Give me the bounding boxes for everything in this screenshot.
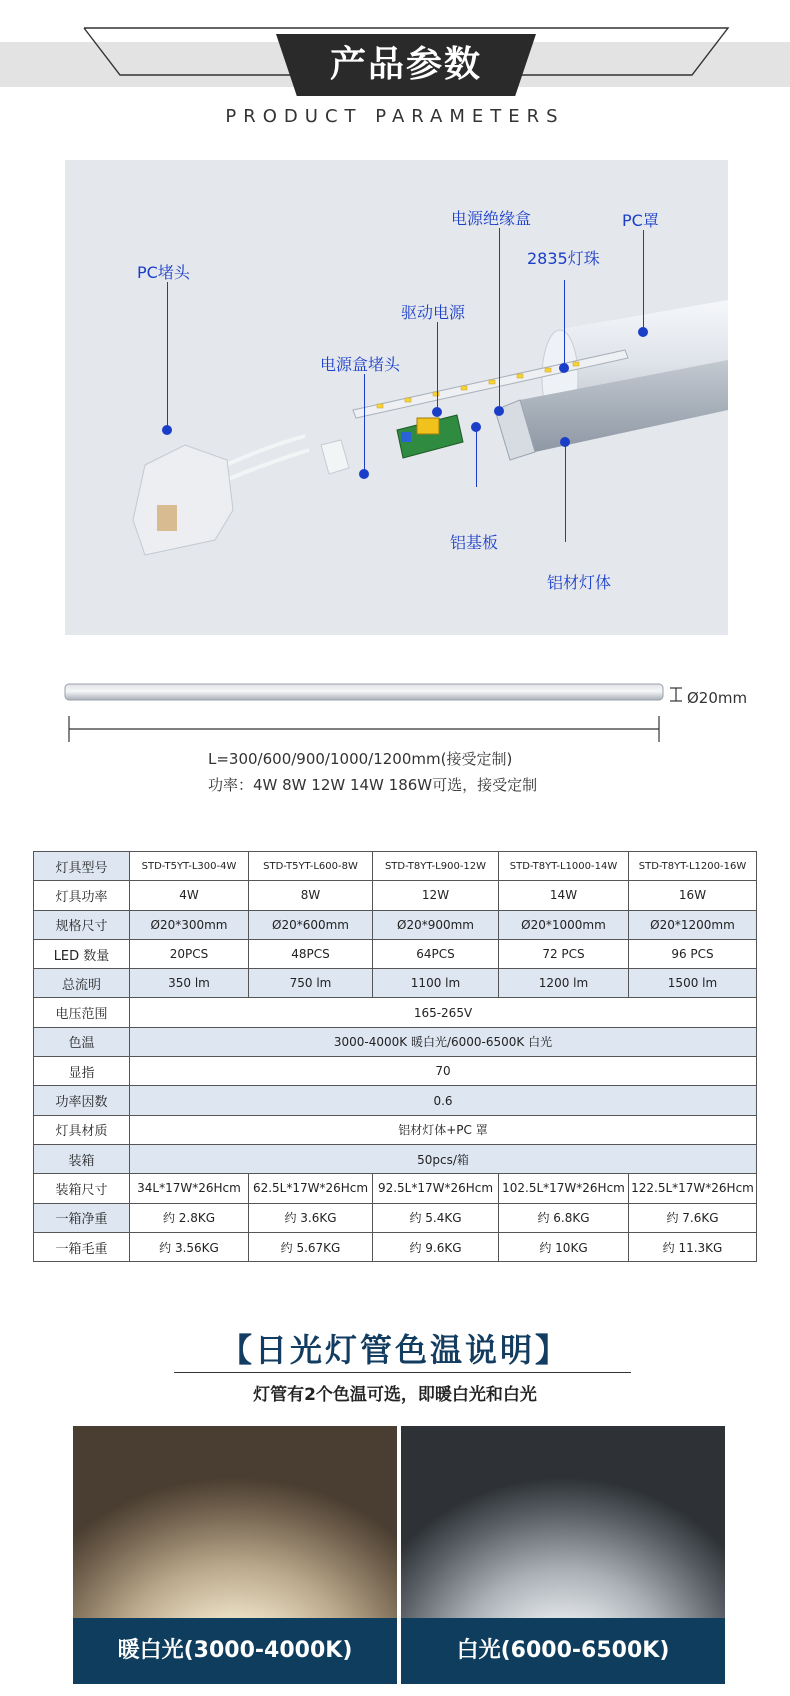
- tube-bar: [65, 684, 663, 700]
- table-cell: 铝材灯体+PC 罩: [130, 1115, 757, 1144]
- table-cell: 16W: [629, 881, 757, 910]
- row-label: 一箱净重: [34, 1203, 130, 1232]
- table-cell: 约 5.4KG: [373, 1203, 499, 1232]
- table-cell: 122.5L*17W*26Hcm: [629, 1174, 757, 1203]
- label-pc-cap: PC堵头: [137, 263, 190, 282]
- color-temp-title: 【日光灯管色温说明】: [219, 1331, 570, 1369]
- table-row-lumen: [34, 969, 757, 998]
- table-cell: 4W: [130, 881, 249, 910]
- pin-line-driver: [437, 322, 438, 412]
- table-cell: STD-T5YT-L600-8W: [249, 852, 373, 881]
- label-driver: 驱动电源: [401, 303, 466, 322]
- row-label: 显指: [34, 1057, 130, 1086]
- table-cell: 165-265V: [130, 998, 757, 1027]
- table-cell: STD-T8YT-L900-12W: [373, 852, 499, 881]
- table-row-model: [34, 852, 757, 881]
- tube-length: L=300/600/900/1000/1200mm(接受定制): [208, 750, 513, 768]
- row-label: 灯具材质: [34, 1115, 130, 1144]
- color-temp-divider: [174, 1372, 631, 1373]
- row-label: LED 数量: [34, 939, 130, 968]
- exploded-diagram-art: [65, 160, 728, 635]
- table-cell: 约 6.8KG: [499, 1203, 629, 1232]
- table-row-packing: [34, 1144, 757, 1173]
- warm-white-photo: [73, 1426, 397, 1684]
- table-cell: 约 3.56KG: [130, 1232, 249, 1261]
- row-label: 一箱毛重: [34, 1232, 130, 1261]
- table-row-carton: [34, 1174, 757, 1203]
- row-label: 电压范围: [34, 998, 130, 1027]
- row-label: 规格尺寸: [34, 910, 130, 939]
- table-cell: 约 3.6KG: [249, 1203, 373, 1232]
- table-cell: 102.5L*17W*26Hcm: [499, 1174, 629, 1203]
- row-label: 装箱: [34, 1144, 130, 1173]
- table-cell: 50pcs/箱: [130, 1144, 757, 1173]
- table-cell: 64PCS: [373, 939, 499, 968]
- cool-white-caption: 白光(6000-6500K): [401, 1618, 725, 1684]
- pin-line-psu-box-cap: [364, 374, 365, 474]
- page-title: 产品参数: [329, 44, 482, 85]
- page-subtitle: PRODUCT PARAMETERS: [225, 106, 565, 127]
- table-cell: 48PCS: [249, 939, 373, 968]
- table-cell: 8W: [249, 881, 373, 910]
- table-cell: 350 lm: [130, 969, 249, 998]
- table-cell: Ø20*300mm: [130, 910, 249, 939]
- row-label: 色温: [34, 1027, 130, 1056]
- label-aluminum-body: 铝材灯体: [547, 573, 612, 592]
- row-label: 总流明: [34, 969, 130, 998]
- table-cell: 1500 lm: [629, 969, 757, 998]
- table-row-cri: [34, 1057, 757, 1086]
- table-cell: 12W: [373, 881, 499, 910]
- label-psu-insulation-box: 电源绝缘盒: [451, 209, 532, 228]
- table-cell: 1100 lm: [373, 969, 499, 998]
- pin-dot-psu-box-cap: [359, 469, 369, 479]
- pin-line-aluminum-board: [476, 427, 477, 487]
- table-row-size: [34, 910, 757, 939]
- pin-dot-pc-cap: [162, 425, 172, 435]
- table-row-power: [34, 881, 757, 910]
- row-label: 灯具型号: [34, 852, 130, 881]
- row-label: 功率因数: [34, 1086, 130, 1115]
- table-cell: 约 7.6KG: [629, 1203, 757, 1232]
- warm-white-caption: 暖白光(3000-4000K): [73, 1618, 397, 1684]
- table-cell: 72 PCS: [499, 939, 629, 968]
- table-cell: 70: [130, 1057, 757, 1086]
- pin-dot-psu-insulation-box: [494, 406, 504, 416]
- label-pc-cover: PC罩: [622, 211, 659, 230]
- table-cell: 约 9.6KG: [373, 1232, 499, 1261]
- pin-line-psu-insulation-box: [499, 228, 500, 410]
- color-temp-subtitle: 灯管有2个色温可选，即暖白光和白光: [253, 1385, 537, 1405]
- table-cell: STD-T5YT-L300-4W: [130, 852, 249, 881]
- cool-white-photo: [401, 1426, 725, 1684]
- pin-dot-led-2835: [559, 363, 569, 373]
- table-cell: 750 lm: [249, 969, 373, 998]
- pin-line-led-2835: [564, 280, 565, 368]
- pin-line-pc-cover: [643, 230, 644, 332]
- table-cell: Ø20*1200mm: [629, 910, 757, 939]
- table-cell: Ø20*900mm: [373, 910, 499, 939]
- tube-diameter: Ø20mm: [687, 689, 748, 707]
- label-led-2835: 2835灯珠: [527, 249, 600, 268]
- pin-dot-driver: [432, 407, 442, 417]
- pc-end-cap-shape: [133, 445, 233, 555]
- table-cell: 约 5.67KG: [249, 1232, 373, 1261]
- table-row-voltage: [34, 998, 757, 1027]
- table-cell: 约 11.3KG: [629, 1232, 757, 1261]
- table-row-material: [34, 1115, 757, 1144]
- table-cell: 3000-4000K 暖白光/6000-6500K 白光: [130, 1027, 757, 1056]
- table-cell: STD-T8YT-L1200-16W: [629, 852, 757, 881]
- table-cell: 1200 lm: [499, 969, 629, 998]
- table-cell: STD-T8YT-L1000-14W: [499, 852, 629, 881]
- exploded-diagram: [65, 160, 728, 635]
- table-row-pf: [34, 1086, 757, 1115]
- table-cell: 约 10KG: [499, 1232, 629, 1261]
- tube-power: 功率：4W 8W 12W 14W 186W可选，接受定制: [208, 776, 538, 794]
- table-cell: 0.6: [130, 1086, 757, 1115]
- table-row-led: [34, 939, 757, 968]
- table-cell: 20PCS: [130, 939, 249, 968]
- table-cell: 约 2.8KG: [130, 1203, 249, 1232]
- label-aluminum-board: 铝基板: [450, 533, 499, 552]
- label-psu-box-cap: 电源盒堵头: [320, 355, 401, 374]
- table-cell: 14W: [499, 881, 629, 910]
- table-cell: Ø20*1000mm: [499, 910, 629, 939]
- table-row-gross-weight: [34, 1232, 757, 1261]
- table-row-net-weight: [34, 1203, 757, 1232]
- pin-line-pc-cap: [167, 282, 168, 430]
- spec-table: [33, 851, 757, 1262]
- row-label: 灯具功率: [34, 881, 130, 910]
- row-label: 装箱尺寸: [34, 1174, 130, 1203]
- table-row-cct: [34, 1027, 757, 1056]
- table-cell: 96 PCS: [629, 939, 757, 968]
- table-cell: 34L*17W*26Hcm: [130, 1174, 249, 1203]
- pin-line-aluminum-body: [565, 442, 566, 542]
- psu-box-cap-shape: [321, 440, 349, 474]
- table-cell: 62.5L*17W*26Hcm: [249, 1174, 373, 1203]
- table-cell: 92.5L*17W*26Hcm: [373, 1174, 499, 1203]
- pin-dot-pc-cover: [638, 327, 648, 337]
- table-cell: Ø20*600mm: [249, 910, 373, 939]
- tube-drawing: [60, 676, 760, 746]
